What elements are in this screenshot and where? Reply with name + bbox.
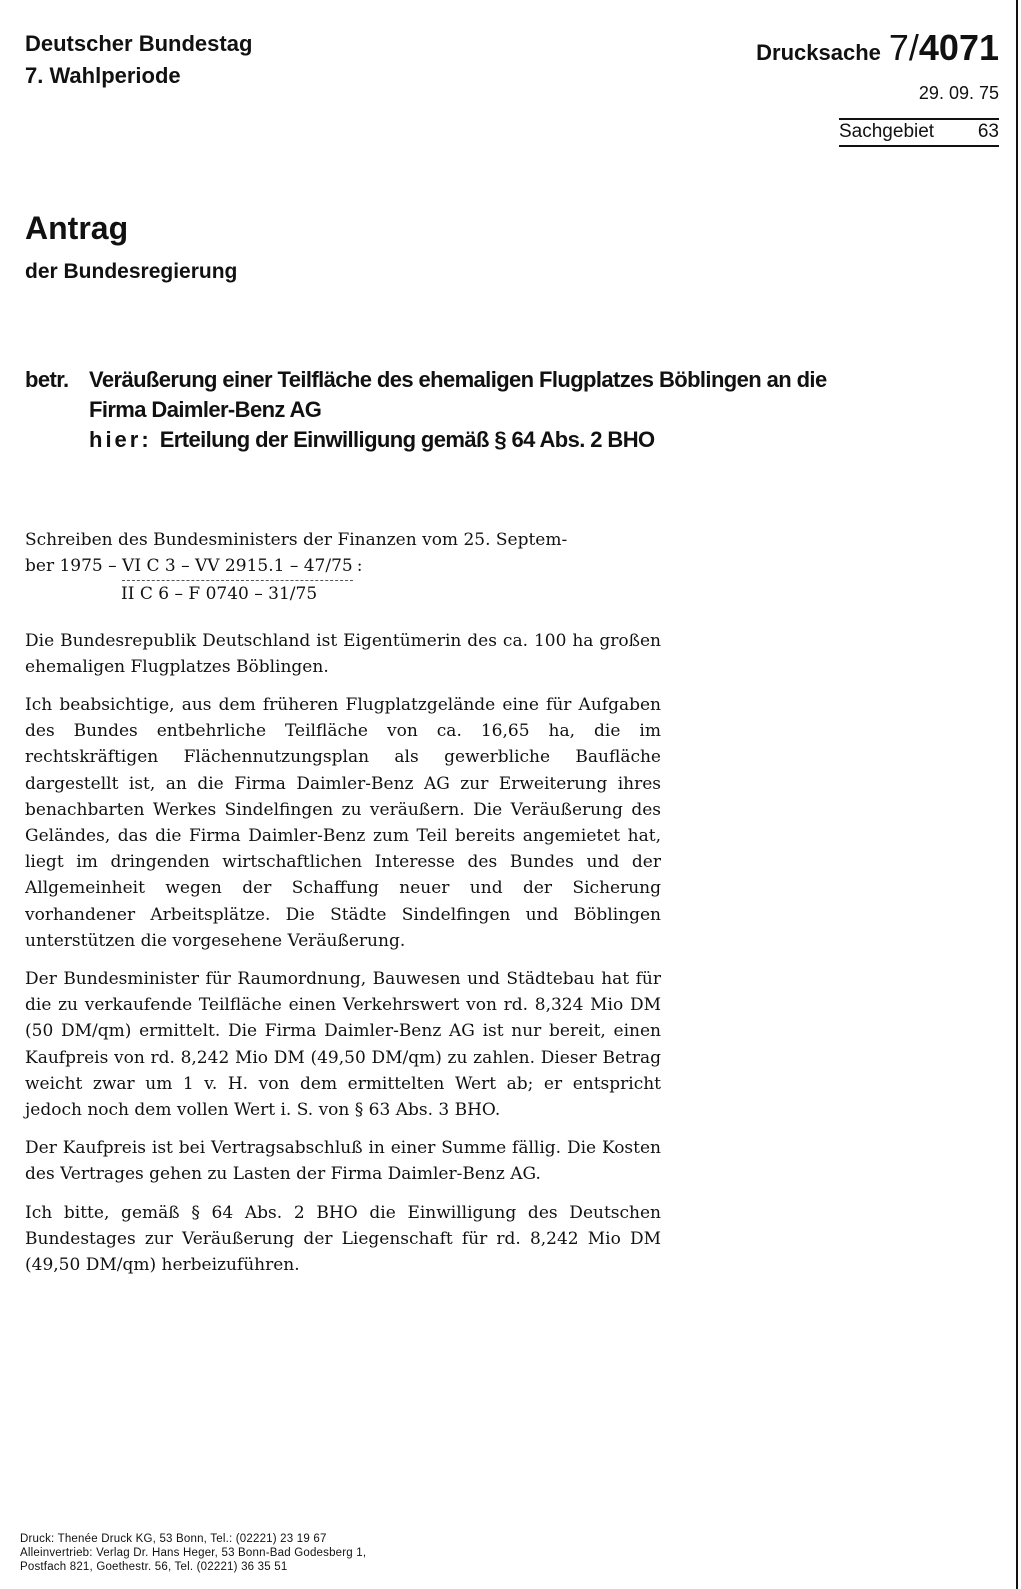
sachgebiet-number: 63 — [977, 121, 999, 142]
drucksache-number: 4071 — [918, 27, 999, 68]
institution-name: Deutscher Bundestag — [25, 31, 253, 56]
title-block — [25, 206, 237, 288]
document-title: Antrag — [25, 210, 129, 246]
subject-row-3 — [25, 425, 827, 455]
legislative-period: 7. Wahlperiode — [25, 63, 181, 88]
reference-line-1: Schreiben des Bundesministers der Finanzen vom 25. Septem- — [25, 530, 568, 550]
reference-paragraph — [25, 527, 661, 608]
subject-line-1: Veräußerung einer Teilfläche des ehemaligen Flugplatzes Böblingen an die — [89, 367, 827, 392]
reference-colon: : — [356, 556, 363, 577]
reference-number-2: II C 6 – F 0740 – 31/75 — [121, 584, 318, 605]
body-paragraph: Die Bundesrepublik Deutschland ist Eigentümerin des ca. 100 ha großen ehemaligen Flugplatzes Böblingen. — [25, 630, 661, 677]
page-edge-border — [1016, 0, 1018, 1589]
subject-row-2 — [25, 395, 827, 425]
subject-line-2: Firma Daimler-Benz AG — [89, 397, 322, 422]
body-paragraph: Der Kaufpreis ist bei Vertragsabschluß in einer Summe fällig. Die Kosten des Vertrages gehen zu Lasten der Firma Daimler-Benz AG. — [25, 1138, 661, 1185]
footer-address-line: Postfach 821, Goethestr. 56, Tel. (02221) 36 35 51 — [20, 1561, 288, 1573]
document-body — [25, 527, 661, 1290]
header-left — [25, 28, 252, 92]
hier-label: hier: — [89, 427, 152, 452]
sachgebiet-box — [839, 118, 999, 147]
drucksache-label: Drucksache — [756, 40, 881, 65]
drucksache-prefix: 7/ — [888, 27, 919, 68]
body-paragraph: Ich beabsichtige, aus dem früheren Flugplatzgelände eine für Aufgaben des Bundes entbehrliche Teilfläche von ca. 16,65 ha, die im rechtskräftigen Flächennutzungsplan als gewerbliche Baufläche dargestellt ist, an die Firma Daimler-Benz AG zur Erweiterung ihres benachbarten Werkes Sindelfingen zu veräußern. Die Veräußerung des Geländes, das die Firma Daimler-Benz zum Teil bereits angemietet hat, liegt im dringenden wirtschaftlichen Interesse des Bundes und der Allgemeinheit wegen der Schaffung neuer und der Sicherung vorhandener Arbeitsplätze. Die Städte Sindelfingen und Böblingen unterstützen die vorgesehene Veräußerung. — [25, 695, 661, 951]
drucksache-heading — [756, 28, 999, 73]
footer-printer-line: Druck: Thenée Druck KG, 53 Bonn, Tel.: (02221) 23 19 67 — [20, 1533, 327, 1545]
subject-row-1 — [25, 365, 827, 395]
hier-text: Erteilung der Einwilligung gemäß § 64 Abs. 2 BHO — [159, 427, 655, 452]
body-paragraph: Der Bundesminister für Raumordnung, Bauwesen und Städtebau hat für die zu verkaufende Teilfläche einen Verkehrswert von rd. 8,324 Mio DM (50 DM/qm) ermittelt. Die Firma Daimler-Benz AG ist nur bereit, einen Kaufpreis von rd. 8,242 Mio DM (49,50 DM/qm) zu zahlen. Dieser Betrag weicht zwar um 1 v. H. von dem ermittelten Wert ab; er entspricht jedoch noch dem vollen Wert i. S. von § 63 Abs. 3 BHO. — [25, 969, 661, 1121]
printer-footer — [20, 1532, 366, 1574]
subject-block — [25, 365, 827, 455]
document-date: 29. 09. 75 — [918, 83, 999, 103]
header-right — [756, 28, 999, 152]
body-paragraph: Ich bitte, gemäß § 64 Abs. 2 BHO die Einwilligung des Deutschen Bundestages zur Veräußerung der Liegenschaft für rd. 8,242 Mio DM (49,50 DM/qm) herbeizuführen. — [25, 1202, 661, 1276]
document-subtitle: der Bundesregierung — [25, 260, 238, 283]
footer-distributor-line: Alleinvertrieb: Verlag Dr. Hans Heger, 53 Bonn-Bad Godesberg 1, — [20, 1547, 367, 1559]
reference-number-1: VI C 3 – VV 2915.1 – 47/75 — [122, 553, 353, 581]
reference-line-2-prefix: ber 1975 – — [25, 556, 123, 577]
sachgebiet-label: Sachgebiet — [839, 121, 935, 142]
betr-label: betr. — [25, 367, 69, 392]
